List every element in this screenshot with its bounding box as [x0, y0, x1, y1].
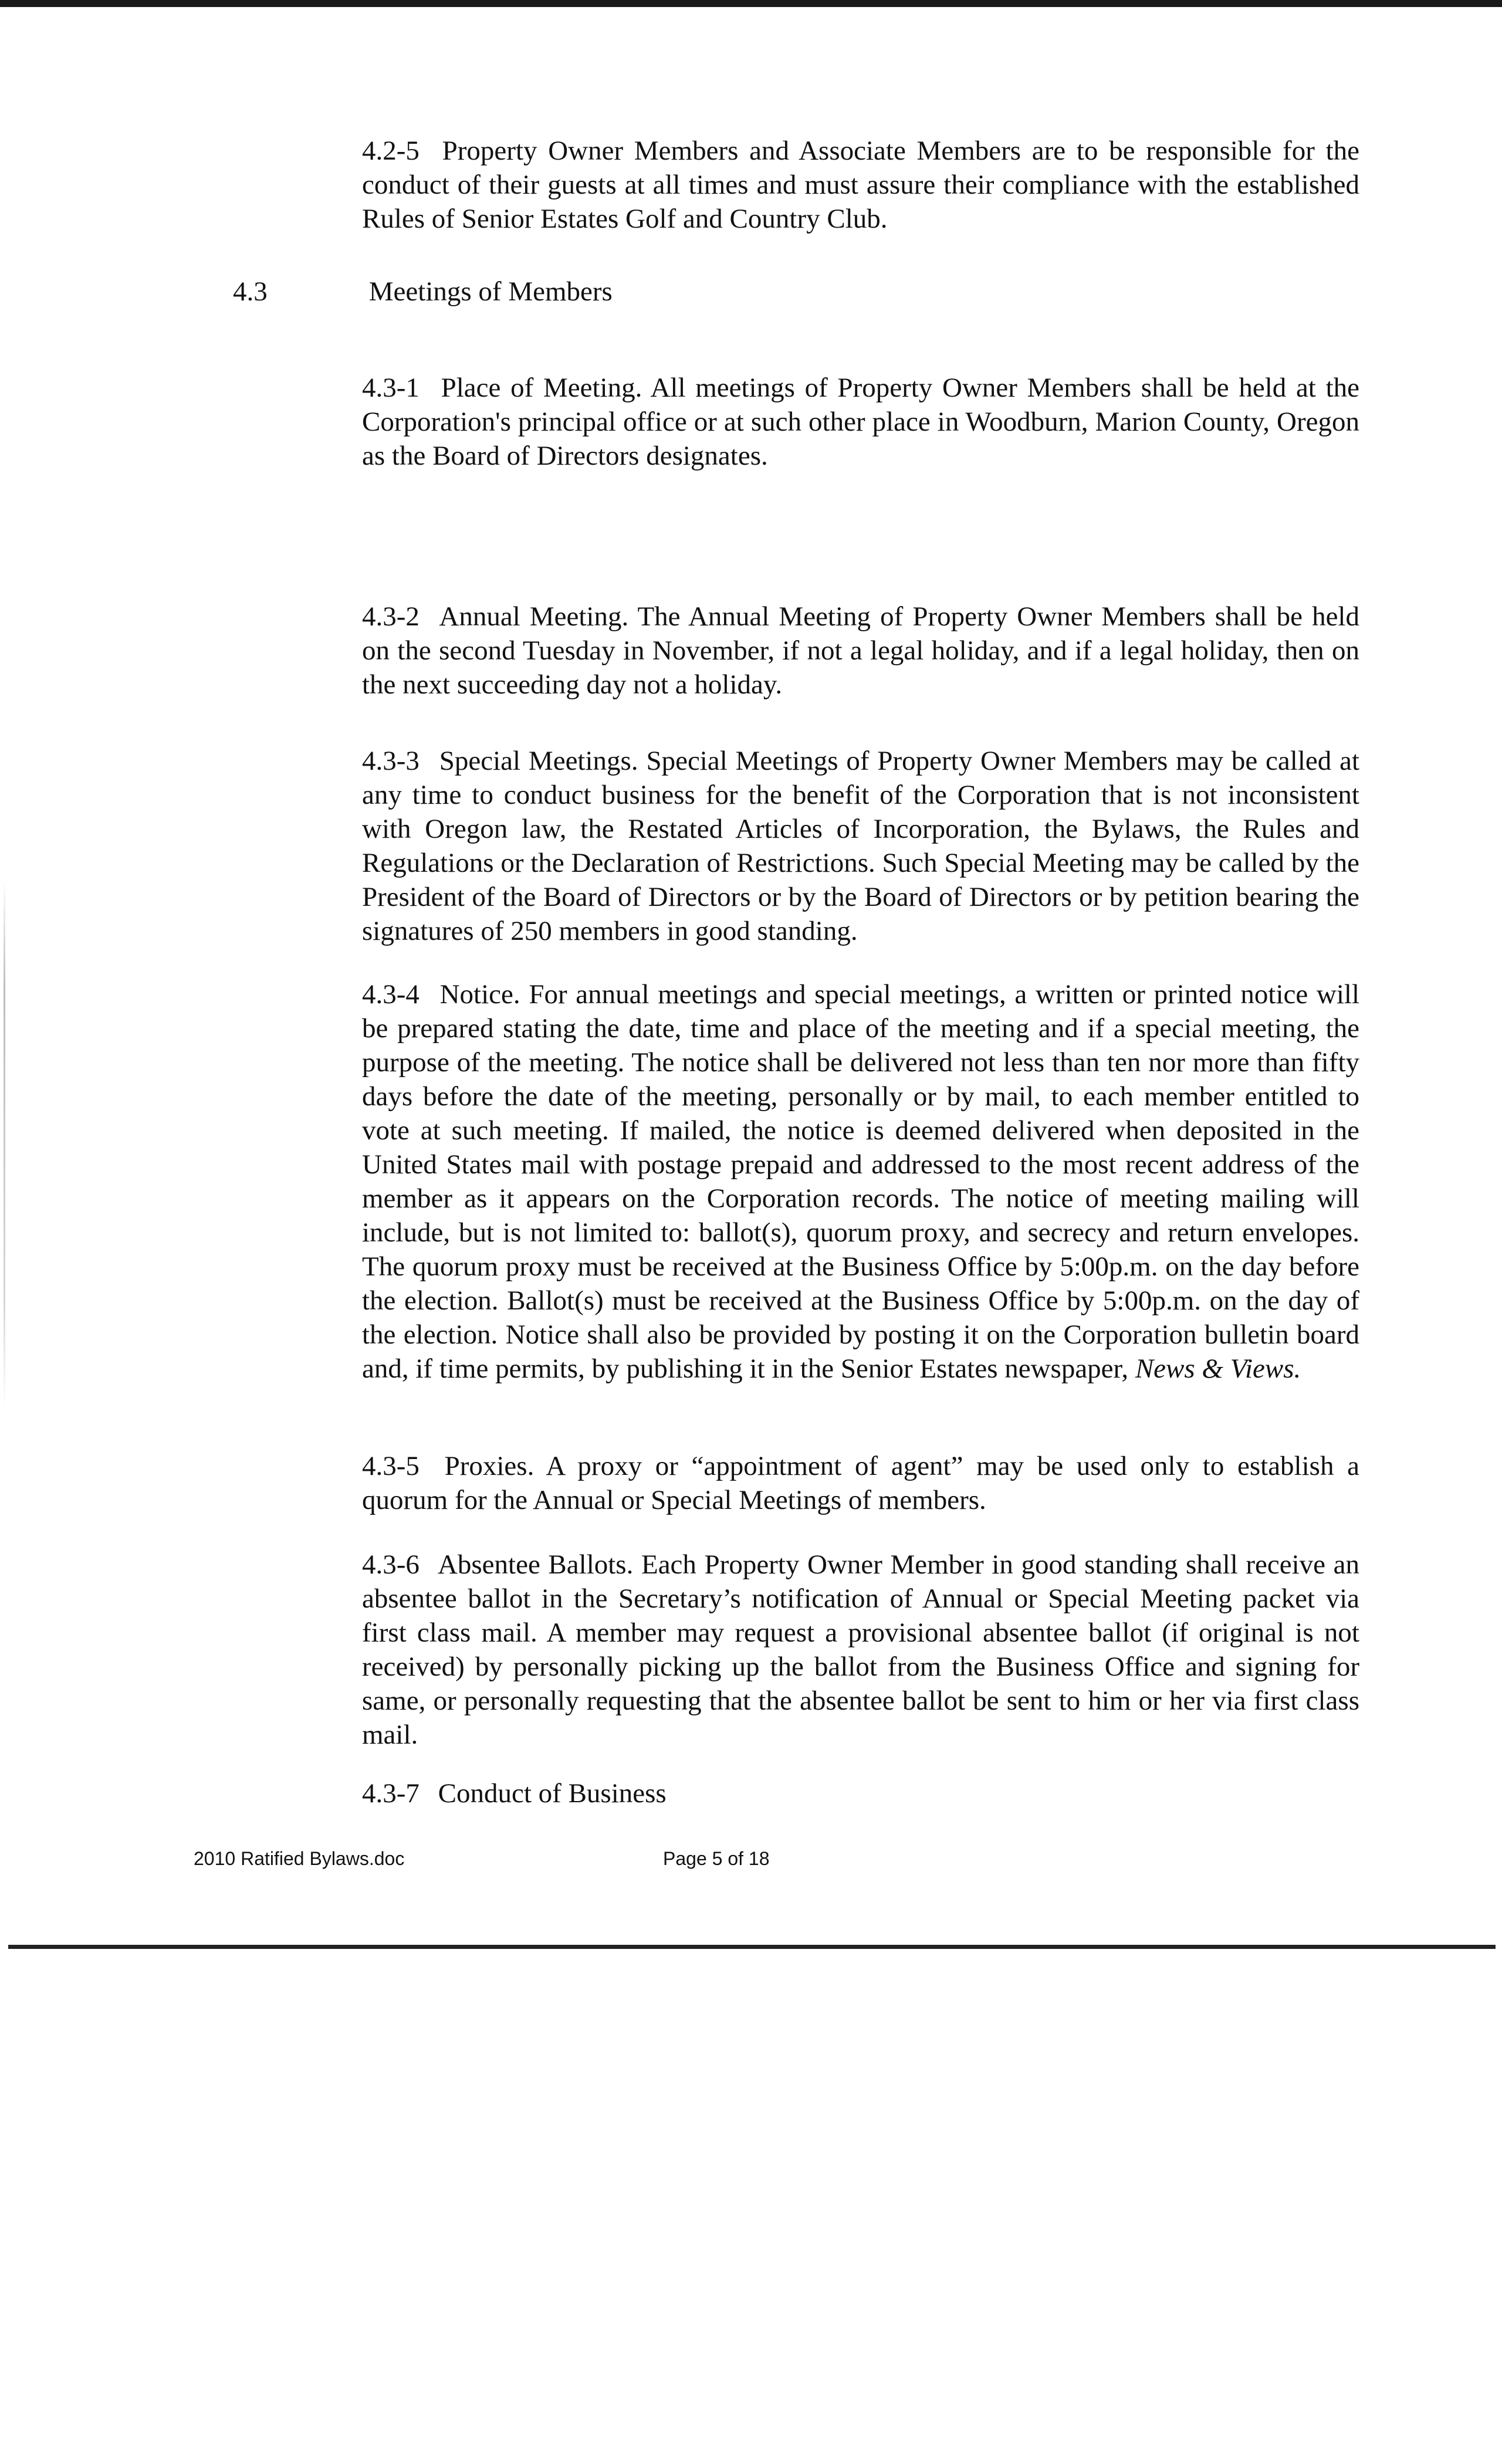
- section-title: Absentee Ballots.: [437, 1549, 634, 1580]
- footer-page-number: Page 5 of 18: [663, 1848, 770, 1869]
- section-4-3-2: [362, 600, 1359, 702]
- section-title: Meetings of Members: [368, 276, 613, 307]
- section-number: 4.3-1: [362, 373, 420, 403]
- section-number: 4.3-7: [362, 1778, 420, 1809]
- section-heading-4-3: [233, 275, 1348, 309]
- section-text: All meetings of Property Owner Members shall be held at the Corporation's principal office or at such other place in Woodburn, Marion County, Oregon as the Board of Directors designates.: [362, 373, 1359, 471]
- section-title: Place of Meeting.: [441, 373, 642, 403]
- newspaper-title: News & Views.: [1135, 1353, 1301, 1384]
- scan-rule-bottom: [8, 1945, 1496, 1949]
- section-title: Proxies.: [444, 1451, 535, 1481]
- section-title: Special Meetings.: [439, 746, 638, 776]
- section-number: 4.3-2: [362, 601, 420, 632]
- section-text: A proxy or “appointment of agent” may be used only to establish a quorum for the Annual or Special Meetings of members.: [362, 1451, 1359, 1515]
- section-4-3-3: [362, 744, 1359, 948]
- section-title: Notice.: [439, 979, 520, 1010]
- section-title: Annual Meeting.: [439, 601, 629, 632]
- section-title: Conduct of Business: [438, 1778, 667, 1809]
- section-text: Property Owner Members and Associate Members are to be responsible for the conduct of their guests at all times and must assure their compliance with the established Rules of Senior Estates Golf and Country Club.: [362, 136, 1360, 234]
- section-number: 4.3-5: [362, 1451, 420, 1481]
- section-number: 4.2-5: [362, 136, 420, 166]
- section-4-3-1: [362, 371, 1359, 473]
- section-number: 4.3-6: [362, 1549, 420, 1580]
- section-4-3-5: [362, 1449, 1359, 1517]
- section-number: 4.3-3: [362, 746, 420, 776]
- section-4-3-6: [362, 1548, 1359, 1752]
- section-4-3-4: [362, 977, 1359, 1386]
- section-text: For annual meetings and special meetings, a written or printed notice will be prepared stating the date, time and place of the meeting and if a special meeting, the purpose of the meeting. The notice shall be delivered not less than ten nor more than fifty days before the date of the meeting, personally or by mail, to each member entitled to vote at such meeting. If mailed, the notice is deemed delivered when deposited in the United States mail with postage prepaid and addressed to the most recent address of the member as it appears on the Corporation records. The notice of meeting mailing will include, but is not limited to: ballot(s), quorum proxy, and secrecy and return envelopes. The quorum proxy must be received at the Business Office by 5:00p.m. on the day before the election. Ballot(s) must be received at the Business Office by 5:00p.m. on the day of the election. Notice shall also be provided by posting it on the Corporation bulletin board and, if time permits, by publishing it in the Senior Estates newspaper,: [362, 979, 1360, 1384]
- scan-edge-left: [4, 880, 5, 1408]
- section-number: 4.3: [233, 276, 268, 307]
- section-4-2-5: [362, 134, 1359, 236]
- section-text: Each Property Owner Member in good standing shall receive an absentee ballot in the Secretary’s notification of Annual or Special Meeting packet via first class mail. A member may request a provisional absentee ballot (if original is not received) by personally picking up the ballot from the Business Office and signing for same, or personally requesting that the absentee ballot be sent to him or her via first class mail.: [362, 1549, 1359, 1750]
- section-text: The Annual Meeting of Property Owner Members shall be held on the second Tuesday in November, if not a legal holiday, and if a legal holiday, then on the next succeeding day not a holiday.: [362, 601, 1359, 700]
- section-4-3-7: [362, 1776, 1359, 1810]
- footer-filename: 2010 Ratified Bylaws.doc: [194, 1848, 405, 1869]
- section-text: Special Meetings of Property Owner Members may be called at any time to conduct business for the benefit of the Corporation that is not inconsistent with Oregon law, the Restated Articles of Incorporation, the Bylaws, the Rules and Regulations or the Declaration of Restrictions. Such Special Meeting may be called by the President of the Board of Directors or by the Board of Directors or by petition bearing the signatures of 250 members in good standing.: [362, 746, 1360, 946]
- scan-edge-top: [0, 0, 1502, 7]
- section-number: 4.3-4: [362, 979, 420, 1010]
